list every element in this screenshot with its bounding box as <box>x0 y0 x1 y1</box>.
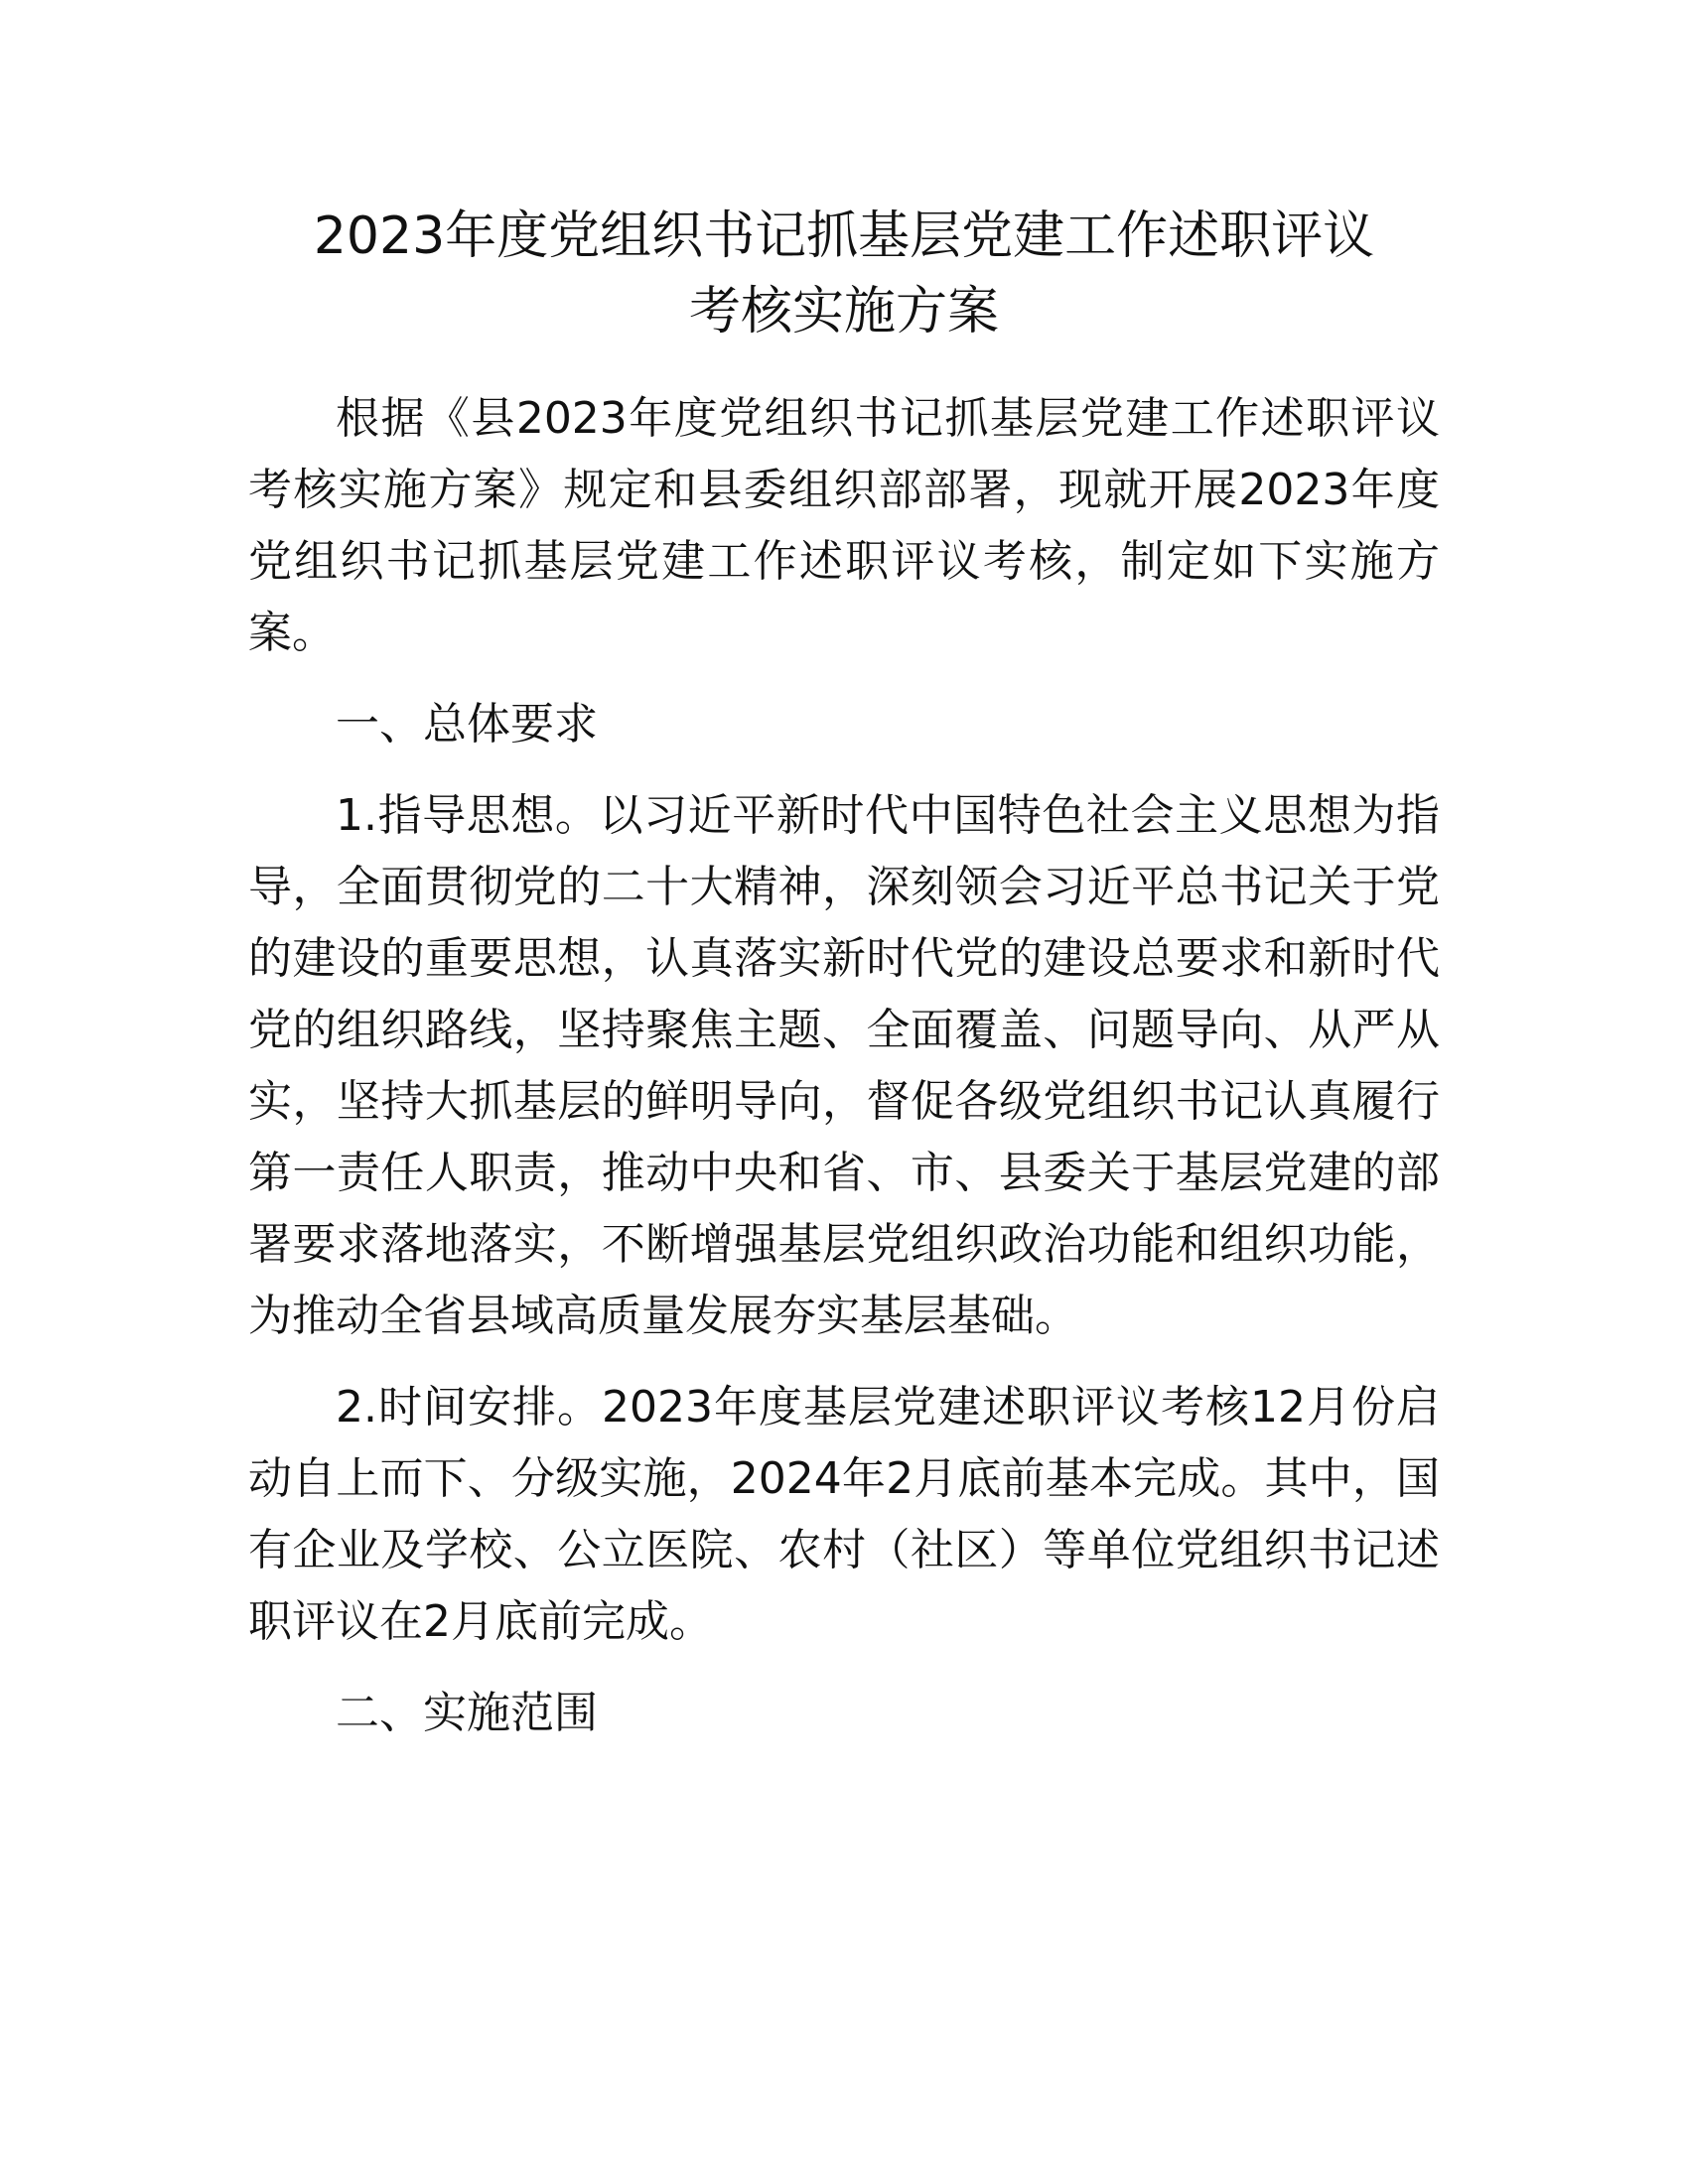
section-heading-scope: 二、实施范围 <box>336 1688 598 1738</box>
document-body <box>248 199 1440 1749</box>
guiding-ideology-paragraph: 1.指导思想。以习近平新时代中国特色社会主义思想为指导，全面贯彻党的二十大精神，深刻领会习近平总书记关于党的建设的重要思想，认真落实新时代党的建设总要求和新时代党的组织路线，坚持聚焦主题、全面覆盖、问题导向、从严从实，坚持大抓基层的鲜明导向，督促各级党组织书记认真履行第一责任人职责，推动中央和省、市、县委关于基层党建的部署要求落地落实，不断增强基层党组织政治功能和组织功能，为推动全省县域高质量发展夯实基层基础。 <box>248 790 1440 1341</box>
schedule-paragraph: 2.时间安排。2023年度基层党建述职评议考核12月份启动自上而下、分级实施，2024年2月底前基本完成。其中，国有企业及学校、公立医院、农村（社区）等单位党组织书记述职评议在2月底前完成。 <box>248 1382 1440 1647</box>
title-line-1: 2023年度党组织书记抓基层党建工作述职评议 <box>313 206 1375 266</box>
intro-paragraph: 根据《县2023年度党组织书记抓基层党建工作述职评议考核实施方案》规定和县委组织部部署，现就开展2023年度党组织书记抓基层党建工作述职评议考核，制定如下实施方案。 <box>248 393 1440 658</box>
document-title <box>248 199 1440 349</box>
section-heading-general-requirements: 一、总体要求 <box>336 699 598 750</box>
title-line-2: 考核实施方案 <box>688 282 999 341</box>
